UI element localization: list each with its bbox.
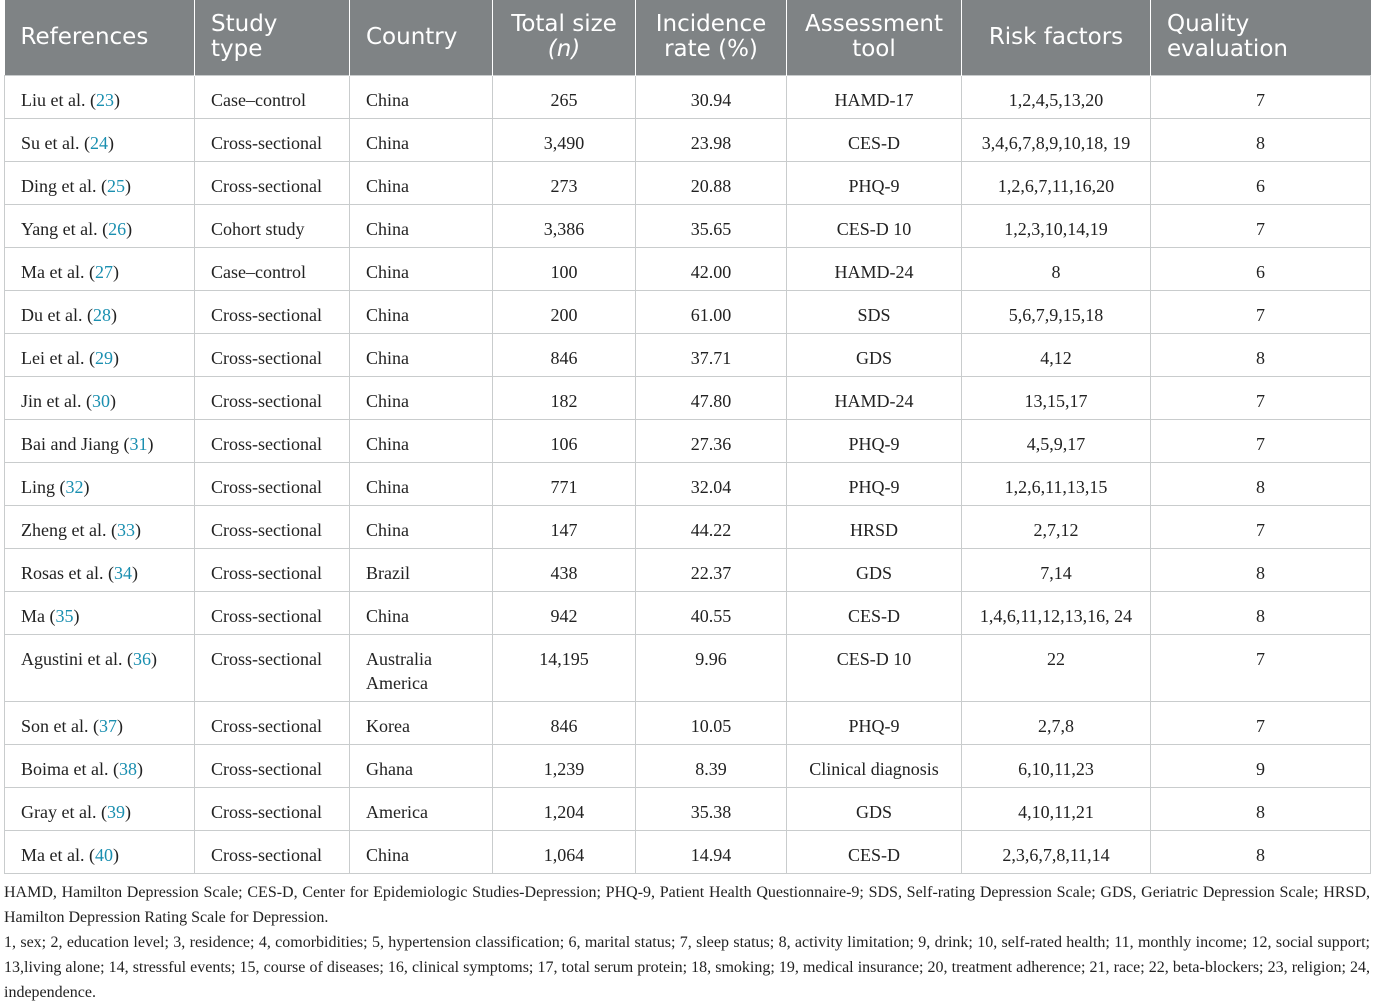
reference-close-paren: ) [73, 605, 80, 626]
reference-author: Rosas et al. ( [21, 562, 114, 583]
cell-country [350, 462, 493, 505]
cell-reference [5, 548, 195, 591]
cell-risk-factors: 3,4,6,7,8,9,10,18, 19 [962, 118, 1151, 161]
cell-quality-evaluation: 7 [1151, 701, 1371, 744]
cell-study-type: Cross-sectional [195, 505, 350, 548]
header-total-size-line2: (n) [547, 36, 581, 63]
reference-close-paren: ) [83, 476, 90, 497]
reference-close-paren: ) [136, 758, 143, 779]
cell-total-size: 182 [493, 376, 636, 419]
cell-study-type: Case–control [195, 75, 350, 118]
reference-link[interactable]: 24 [90, 132, 108, 153]
country-name: China [366, 433, 409, 454]
cell-risk-factors: 13,15,17 [962, 376, 1151, 419]
cell-assessment-tool: CES-D [787, 830, 962, 873]
cell-risk-factors: 22 [962, 634, 1151, 701]
cell-assessment-tool: PHQ-9 [787, 161, 962, 204]
studies-table [4, 0, 1371, 874]
cell-risk-factors: 2,7,12 [962, 505, 1151, 548]
header-assessment-tool [787, 0, 962, 75]
reference-author: Boima et al. ( [21, 758, 119, 779]
header-incidence-line2: rate (%) [664, 36, 758, 63]
country-name: China [366, 89, 409, 110]
cell-assessment-tool: GDS [787, 787, 962, 830]
cell-assessment-tool: HAMD-24 [787, 247, 962, 290]
cell-quality-evaluation: 7 [1151, 290, 1371, 333]
cell-reference [5, 419, 195, 462]
country-name: America [366, 801, 428, 822]
reference-author: Ma ( [21, 605, 56, 626]
cell-incidence-rate: 22.37 [636, 548, 787, 591]
table-body [5, 75, 1371, 873]
cell-reference [5, 634, 195, 701]
reference-author: Gray et al. ( [21, 801, 107, 822]
cell-quality-evaluation: 8 [1151, 548, 1371, 591]
reference-link[interactable]: 28 [92, 304, 111, 325]
reference-author: Du et al. ( [21, 304, 93, 325]
cell-risk-factors: 7,14 [962, 548, 1151, 591]
cell-study-type: Cross-sectional [195, 701, 350, 744]
cell-incidence-rate: 47.80 [636, 376, 787, 419]
table-row [5, 634, 1371, 701]
cell-assessment-tool: GDS [787, 333, 962, 376]
header-quality-evaluation [1151, 0, 1371, 75]
cell-total-size: 265 [493, 75, 636, 118]
reference-close-paren: ) [124, 801, 131, 822]
reference-author: Son et al. ( [21, 715, 99, 736]
cell-incidence-rate: 35.65 [636, 204, 787, 247]
cell-total-size: 100 [493, 247, 636, 290]
reference-author: Agustini et al. ( [21, 648, 133, 669]
cell-reference [5, 701, 195, 744]
country-name: China [366, 476, 409, 497]
cell-country [350, 75, 493, 118]
cell-risk-factors: 4,5,9,17 [962, 419, 1151, 462]
cell-assessment-tool: HAMD-24 [787, 376, 962, 419]
reference-link[interactable]: 34 [113, 562, 132, 583]
country-name-second: America [366, 672, 428, 693]
header-assessment-line2: tool [852, 36, 896, 63]
table-row [5, 247, 1371, 290]
country-name: China [366, 218, 409, 239]
cell-study-type: Cross-sectional [195, 744, 350, 787]
cell-reference [5, 118, 195, 161]
cell-assessment-tool: PHQ-9 [787, 419, 962, 462]
table-row [5, 591, 1371, 634]
cell-incidence-rate: 42.00 [636, 247, 787, 290]
reference-author: Zheng et al. ( [21, 519, 117, 540]
reference-close-paren: ) [112, 844, 119, 865]
reference-link[interactable]: 32 [65, 476, 84, 497]
reference-close-paren: ) [150, 648, 157, 669]
reference-link[interactable]: 40 [94, 844, 113, 865]
cell-quality-evaluation: 7 [1151, 204, 1371, 247]
cell-risk-factors: 1,4,6,11,12,13,16, 24 [962, 591, 1151, 634]
reference-author: Ling ( [21, 476, 66, 497]
cell-total-size: 273 [493, 161, 636, 204]
country-name: China [366, 132, 409, 153]
cell-quality-evaluation: 7 [1151, 75, 1371, 118]
cell-assessment-tool: CES-D [787, 591, 962, 634]
country-name: China [366, 175, 409, 196]
country-name: China [366, 390, 409, 411]
cell-incidence-rate: 8.39 [636, 744, 787, 787]
cell-total-size: 106 [493, 419, 636, 462]
reference-link[interactable]: 26 [108, 218, 127, 239]
table-row [5, 376, 1371, 419]
reference-link[interactable]: 39 [106, 801, 125, 822]
cell-study-type: Cohort study [195, 204, 350, 247]
cell-study-type: Cross-sectional [195, 333, 350, 376]
cell-incidence-rate: 27.36 [636, 419, 787, 462]
reference-close-paren: ) [113, 89, 120, 110]
cell-risk-factors: 1,2,6,11,13,15 [962, 462, 1151, 505]
cell-study-type: Cross-sectional [195, 634, 350, 701]
cell-country [350, 247, 493, 290]
cell-assessment-tool: PHQ-9 [787, 701, 962, 744]
country-name: China [366, 347, 409, 368]
table-row [5, 830, 1371, 873]
reference-close-paren: ) [108, 132, 114, 153]
reference-author: Jin et al. ( [21, 390, 92, 411]
cell-reference [5, 591, 195, 634]
cell-quality-evaluation: 7 [1151, 634, 1371, 701]
cell-assessment-tool: PHQ-9 [787, 462, 962, 505]
cell-risk-factors: 2,3,6,7,8,11,14 [962, 830, 1151, 873]
reference-close-paren: ) [134, 519, 141, 540]
reference-author: Bai and Jiang ( [21, 433, 130, 454]
cell-quality-evaluation: 7 [1151, 419, 1371, 462]
cell-incidence-rate: 44.22 [636, 505, 787, 548]
reference-close-paren: ) [110, 304, 117, 325]
cell-country [350, 204, 493, 247]
abbreviations-note: HAMD, Hamilton Depression Scale; CES-D, Center for Epidemiologic Studies-Depression; PHQ-9, Patient Health Questionnaire-9; SDS, Self-rating Depression Scale; GDS, Geriatric Depression Scale; HRSD, Hamilton Depression Rating Scale for Depression. [4, 884, 1370, 926]
table-row [5, 204, 1371, 247]
country-name: Ghana [366, 758, 413, 779]
studies-table-container [4, 0, 1370, 874]
cell-quality-evaluation: 8 [1151, 118, 1371, 161]
reference-link[interactable]: 25 [106, 175, 125, 196]
table-row [5, 419, 1371, 462]
reference-link[interactable]: 30 [91, 390, 110, 411]
header-quality-line2: evaluation [1167, 36, 1288, 63]
cell-quality-evaluation: 7 [1151, 376, 1371, 419]
cell-total-size: 846 [493, 701, 636, 744]
reference-close-paren: ) [117, 715, 123, 736]
cell-risk-factors: 4,10,11,21 [962, 787, 1151, 830]
cell-country [350, 634, 493, 701]
reference-close-paren: ) [109, 390, 116, 411]
cell-country [350, 787, 493, 830]
cell-total-size: 438 [493, 548, 636, 591]
cell-assessment-tool: CES-D 10 [787, 204, 962, 247]
cell-assessment-tool: Clinical diagnosis [787, 744, 962, 787]
reference-author: Liu et al. ( [21, 89, 96, 110]
reference-close-paren: ) [112, 347, 119, 368]
country-name: China [366, 261, 409, 282]
cell-country [350, 744, 493, 787]
table-row [5, 548, 1371, 591]
cell-assessment-tool: SDS [787, 290, 962, 333]
cell-study-type: Cross-sectional [195, 462, 350, 505]
cell-risk-factors: 2,7,8 [962, 701, 1151, 744]
cell-assessment-tool: GDS [787, 548, 962, 591]
reference-close-paren: ) [147, 433, 154, 454]
cell-quality-evaluation: 8 [1151, 787, 1371, 830]
reference-link[interactable]: 27 [94, 261, 113, 282]
reference-author: Su et al. ( [21, 132, 90, 153]
cell-total-size: 14,195 [493, 634, 636, 701]
reference-close-paren: ) [124, 175, 131, 196]
table-row [5, 161, 1371, 204]
table-row [5, 290, 1371, 333]
cell-country [350, 701, 493, 744]
cell-incidence-rate: 40.55 [636, 591, 787, 634]
cell-total-size: 3,386 [493, 204, 636, 247]
header-incidence-line1: Incidence [655, 11, 767, 38]
reference-close-paren: ) [112, 261, 119, 282]
reference-author: Ding et al. ( [21, 175, 107, 196]
cell-risk-factors: 5,6,7,9,15,18 [962, 290, 1151, 333]
cell-risk-factors: 4,12 [962, 333, 1151, 376]
header-total-size-line1: Total size [511, 11, 617, 38]
cell-assessment-tool: HAMD-17 [787, 75, 962, 118]
table-row [5, 118, 1371, 161]
cell-reference [5, 333, 195, 376]
cell-risk-factors: 8 [962, 247, 1151, 290]
cell-quality-evaluation: 8 [1151, 830, 1371, 873]
reference-link[interactable]: 35 [55, 605, 74, 626]
reference-author: Ma et al. ( [21, 261, 95, 282]
country-name: China [366, 844, 409, 865]
reference-close-paren: ) [126, 218, 133, 239]
cell-incidence-rate: 10.05 [636, 701, 787, 744]
cell-total-size: 942 [493, 591, 636, 634]
cell-quality-evaluation: 6 [1151, 247, 1371, 290]
cell-study-type: Case–control [195, 247, 350, 290]
cell-total-size: 3,490 [493, 118, 636, 161]
cell-incidence-rate: 20.88 [636, 161, 787, 204]
cell-risk-factors: 1,2,3,10,14,19 [962, 204, 1151, 247]
reference-link[interactable]: 31 [129, 433, 148, 454]
cell-reference [5, 247, 195, 290]
reference-author: Lei et al. ( [21, 347, 95, 368]
cell-risk-factors: 6,10,11,23 [962, 744, 1151, 787]
cell-quality-evaluation: 8 [1151, 591, 1371, 634]
table-row [5, 333, 1371, 376]
header-references: References [5, 0, 195, 75]
cell-incidence-rate: 61.00 [636, 290, 787, 333]
cell-total-size: 200 [493, 290, 636, 333]
cell-quality-evaluation: 8 [1151, 462, 1371, 505]
table-footnotes [4, 880, 1370, 1005]
country-name: Korea [366, 715, 410, 736]
header-incidence-rate [636, 0, 787, 75]
cell-reference [5, 161, 195, 204]
cell-country [350, 548, 493, 591]
cell-total-size: 1,239 [493, 744, 636, 787]
cell-country [350, 118, 493, 161]
cell-reference [5, 462, 195, 505]
cell-study-type: Cross-sectional [195, 787, 350, 830]
cell-incidence-rate: 9.96 [636, 634, 787, 701]
cell-incidence-rate: 14.94 [636, 830, 787, 873]
cell-total-size: 147 [493, 505, 636, 548]
cell-assessment-tool: CES-D [787, 118, 962, 161]
header-study-type: Study type [195, 0, 350, 75]
cell-country [350, 419, 493, 462]
country-name: China [366, 519, 409, 540]
cell-study-type: Cross-sectional [195, 118, 350, 161]
cell-country [350, 376, 493, 419]
cell-reference [5, 505, 195, 548]
table-row [5, 75, 1371, 118]
cell-country [350, 161, 493, 204]
reference-link[interactable]: 37 [99, 715, 117, 736]
cell-total-size: 1,064 [493, 830, 636, 873]
table-row [5, 505, 1371, 548]
cell-reference [5, 376, 195, 419]
cell-country [350, 591, 493, 634]
cell-risk-factors: 1,2,4,5,13,20 [962, 75, 1151, 118]
country-name: Brazil [366, 562, 410, 583]
cell-quality-evaluation: 7 [1151, 505, 1371, 548]
cell-study-type: Cross-sectional [195, 290, 350, 333]
cell-risk-factors: 1,2,6,7,11,16,20 [962, 161, 1151, 204]
cell-study-type: Cross-sectional [195, 830, 350, 873]
cell-country [350, 505, 493, 548]
cell-quality-evaluation: 8 [1151, 333, 1371, 376]
reference-author: Ma et al. ( [21, 844, 95, 865]
cell-incidence-rate: 30.94 [636, 75, 787, 118]
header-total-size [493, 0, 636, 75]
cell-study-type: Cross-sectional [195, 548, 350, 591]
cell-total-size: 771 [493, 462, 636, 505]
cell-reference [5, 204, 195, 247]
cell-study-type: Cross-sectional [195, 161, 350, 204]
header-quality-line1: Quality [1167, 11, 1250, 38]
table-row [5, 701, 1371, 744]
cell-quality-evaluation: 9 [1151, 744, 1371, 787]
cell-total-size: 846 [493, 333, 636, 376]
cell-reference [5, 744, 195, 787]
cell-study-type: Cross-sectional [195, 419, 350, 462]
reference-link[interactable]: 29 [94, 347, 113, 368]
cell-study-type: Cross-sectional [195, 591, 350, 634]
cell-assessment-tool: CES-D 10 [787, 634, 962, 701]
country-name: China [366, 304, 409, 325]
reference-author: Yang et al. ( [21, 218, 109, 239]
header-country: Country [350, 0, 493, 75]
table-row [5, 787, 1371, 830]
country-name: Australia [366, 648, 432, 669]
country-name: China [366, 605, 409, 626]
cell-assessment-tool: HRSD [787, 505, 962, 548]
header-risk-factors: Risk factors [962, 0, 1151, 75]
reference-link[interactable]: 23 [95, 89, 114, 110]
reference-link[interactable]: 33 [116, 519, 135, 540]
table-row [5, 462, 1371, 505]
header-assessment-line1: Assessment [805, 11, 943, 38]
cell-incidence-rate: 35.38 [636, 787, 787, 830]
cell-reference [5, 75, 195, 118]
cell-country [350, 290, 493, 333]
reference-close-paren: ) [131, 562, 138, 583]
cell-incidence-rate: 32.04 [636, 462, 787, 505]
cell-country [350, 830, 493, 873]
cell-reference [5, 787, 195, 830]
table-row [5, 744, 1371, 787]
cell-country [350, 333, 493, 376]
table-header-row [5, 0, 1371, 75]
cell-incidence-rate: 23.98 [636, 118, 787, 161]
reference-link[interactable]: 38 [118, 758, 137, 779]
cell-quality-evaluation: 6 [1151, 161, 1371, 204]
cell-incidence-rate: 37.71 [636, 333, 787, 376]
cell-reference [5, 830, 195, 873]
cell-total-size: 1,204 [493, 787, 636, 830]
cell-study-type: Cross-sectional [195, 376, 350, 419]
reference-link[interactable]: 36 [132, 648, 151, 669]
cell-reference [5, 290, 195, 333]
risk-factor-key-note: 1, sex; 2, education level; 3, residence; 4, comorbidities; 5, hypertension classification; 6, marital status; 7, sleep status; 8, activity limitation; 9, drink; 10, self-rated health; 11, monthly income; 12, social support; 13,living alone; 14, stressful events; 15, course of diseases; 16, clinical symptoms; 17, total serum protein; 18, smoking; 19, medical insurance; 20, treatment adherence; 21, race; 22, beta-blockers; 23, religion; 24, independence. [4, 934, 1370, 1001]
